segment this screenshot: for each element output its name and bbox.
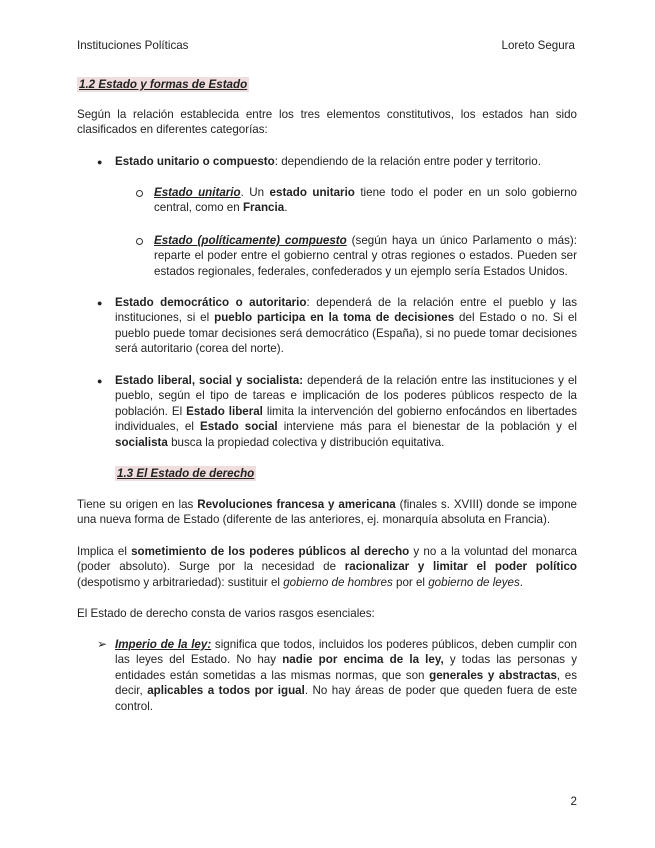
text: : dependiendo de la relación entre poder y territorio. — [274, 155, 541, 168]
text: dependerá de la relación entre las instituciones y el pueblo, según el tipo de tareas e implicación de los poderes públicos respecto de la población. El — [115, 374, 577, 418]
bold: Estado liberal — [186, 404, 263, 418]
italic: gobierno de leyes — [428, 575, 520, 589]
text: . — [519, 575, 523, 589]
bullet-icon: ● — [97, 298, 103, 308]
bold: sometimiento de los poderes públicos al derecho — [131, 545, 410, 558]
bold: Revoluciones francesa y americana — [197, 498, 396, 511]
text: interviene más para el bienestar de la población y el — [277, 420, 577, 434]
header-course: Instituciones Políticas — [77, 39, 189, 52]
bold: socialista — [115, 435, 168, 449]
text: por el — [392, 575, 429, 589]
bullet-icon: ● — [97, 157, 103, 167]
text: : dependerá de la relación entre el pueblo y las instituciones, si el — [115, 296, 577, 325]
bold: nadie por encima de la ley, — [282, 653, 444, 667]
section-heading-1-2: 1.2 Estado y formas de Estado — [79, 78, 248, 91]
bold: generales y abstractas — [429, 668, 557, 682]
bold: Francia — [242, 201, 285, 215]
text: limita la intervención del gobierno enfocándos en libertades individuales, el — [115, 404, 578, 434]
bullet-democratico-autoritario — [115, 295, 577, 357]
text: y no a la voluntad del monarca (poder absoluto). Surge por la necesidad de — [77, 545, 577, 574]
text: (finales s. XVIII) donde se impone una nueva forma de Estado (diferente de las anteriores, ej. monarquía absoluta en Francia). — [77, 498, 577, 527]
intro-paragraph: Según la relación establecida entre los tres elementos constitutivos, los estados han sido clasificados en diferentes categorías: — [77, 108, 577, 137]
term: Estado democrático o autoritario — [115, 296, 307, 309]
arrow-bullet-icon: ➢ — [97, 637, 108, 651]
italic: gobierno de hombres — [283, 575, 393, 589]
circle-bullet-icon — [136, 190, 143, 197]
circle-bullet-icon — [136, 238, 143, 245]
text: y todas las personas y entidades están sometidas a las mismas normas, que son — [115, 653, 577, 682]
sub-bullet-estado-unitario — [154, 185, 577, 216]
page-number: 2 — [570, 795, 577, 808]
text: significa que todos, incluidos los poderes públicos, deben cumplir con las leyes del Estado. No hay — [115, 638, 577, 667]
text: Tiene su origen en las — [77, 498, 198, 511]
bold: pueblo participa en la toma de decisiones — [214, 311, 455, 325]
text: (según haya un único Parlamento o más): reparte el poder entre el gobierno central y otras regiones o estados. Pueden ser estados regionales, federales, confederados y un ejemplo sería Estados Unidos. — [154, 234, 577, 278]
text: (despotismo y arbitrariedad): sustituir el — [77, 575, 284, 589]
text: Implica el — [77, 545, 132, 558]
term: Estado unitario — [154, 186, 241, 199]
header-author: Loreto Segura — [501, 39, 575, 52]
paragraph-sometimiento — [77, 544, 577, 590]
bullet-icon: ● — [97, 376, 103, 386]
item-imperio-de-la-ley — [115, 637, 577, 714]
text: . Un — [240, 186, 270, 199]
bold: Estado social — [200, 420, 278, 434]
sub-bullet-estado-compuesto — [154, 233, 577, 279]
text: busca la propiedad colectiva y distribución equitativa. — [167, 435, 445, 449]
paragraph-rasgos: El Estado de derecho consta de varios rasgos esenciales: — [77, 607, 375, 620]
term: Estado (políticamente) compuesto — [154, 234, 347, 247]
bullet-unitario-compuesto — [115, 154, 577, 169]
bullet-liberal-social-socialista — [115, 373, 577, 450]
bold: estado unitario — [269, 186, 355, 199]
term: Imperio de la ley: — [115, 638, 212, 651]
term: Estado unitario o compuesto — [115, 155, 275, 168]
paragraph-origen — [77, 497, 577, 528]
text: . No hay áreas de poder que queden fuera de este control. — [115, 684, 578, 713]
text: . — [284, 201, 288, 215]
term: Estado liberal, social y socialista: — [115, 374, 304, 387]
text: , es decir, — [115, 668, 577, 698]
text: tiene todo el poder en un solo gobierno central, como en — [154, 186, 577, 215]
bold: aplicables a todos por igual — [147, 684, 305, 698]
text: del Estado o no. Si el pueblo puede tomar decisiones será democrático (España), si no puede tomar decisiones será autoritario (corea del norte). — [115, 311, 577, 356]
bold: racionalizar y limitar el poder político — [344, 560, 577, 574]
section-heading-1-3: 1.3 El Estado de derecho — [117, 467, 255, 480]
